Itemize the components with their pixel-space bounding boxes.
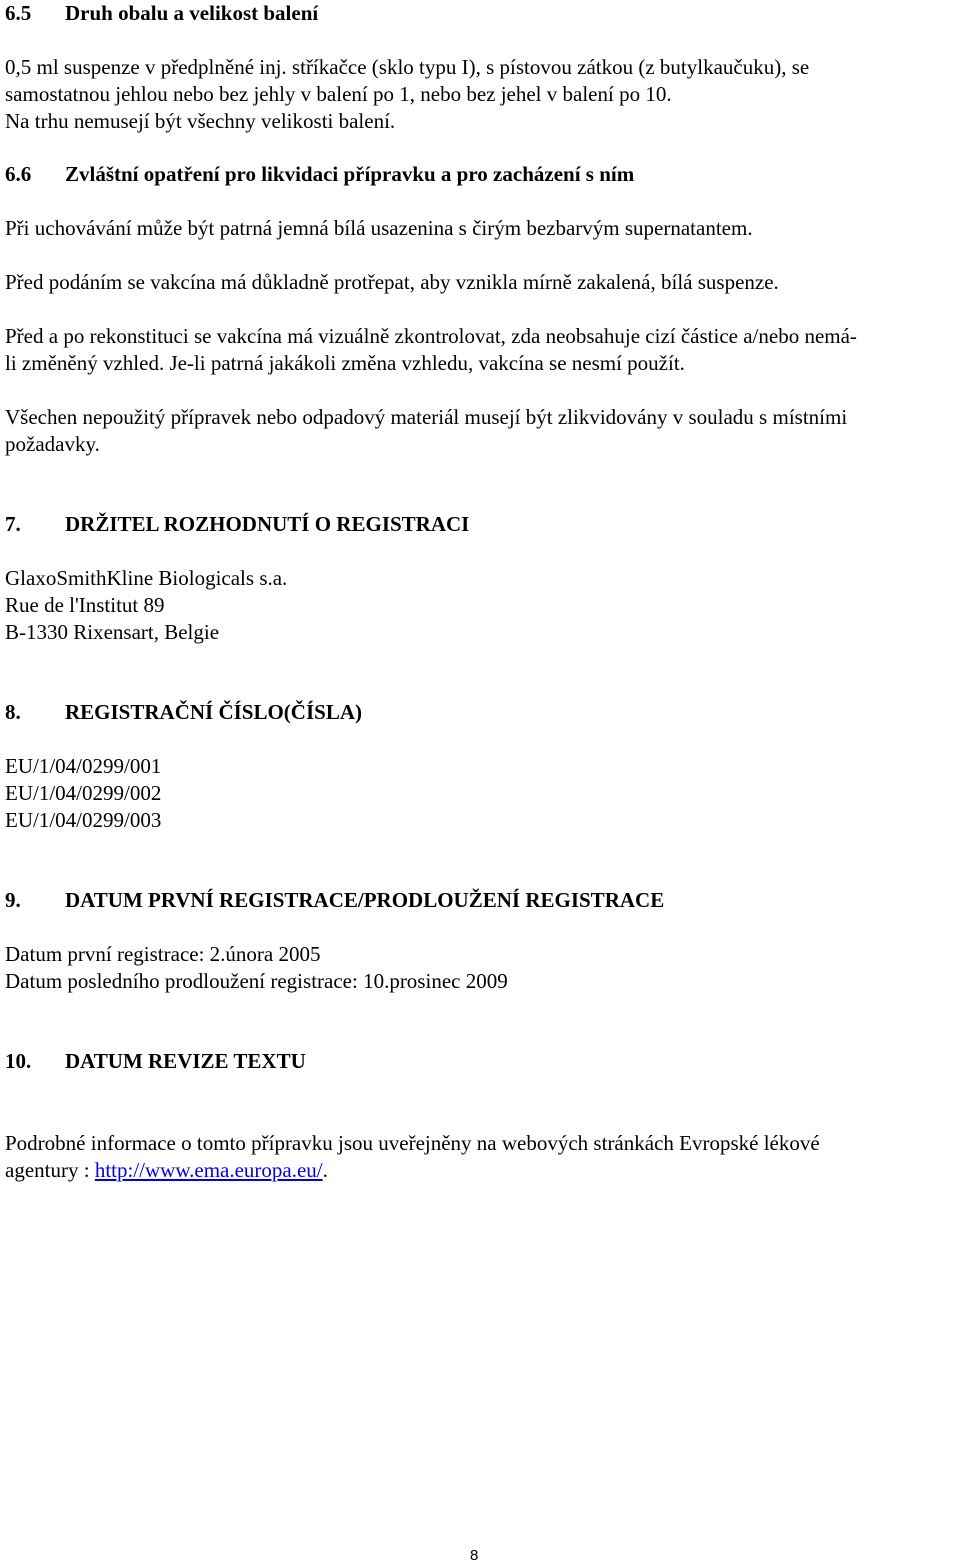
paragraph-line: Všechen nepoužitý přípravek nebo odpadový materiál musejí být zlikvidovány v souladu s místními: [5, 405, 848, 429]
paragraph-line: Podrobné informace o tomto přípravku jsou uveřejněny na webových stránkách Evropské lékové: [5, 1131, 820, 1155]
page-number: 8: [470, 1547, 479, 1564]
date-line: Datum posledního prodloužení registrace: 10.prosinec 2009: [5, 969, 508, 993]
section-10-heading: [5, 1048, 306, 1075]
paragraph-line: požadavky.: [5, 432, 100, 456]
paragraph: Při uchovávání může být patrná jemná bílá usazenina s čirým bezbarvým supernatantem.: [5, 216, 753, 240]
section-8-heading: [5, 699, 362, 726]
section-number: 6.5: [5, 1, 32, 25]
section-9-heading: [5, 887, 664, 914]
paragraph-line: samostatnou jehlou nebo bez jehly v balení po 1, nebo bez jehel v balení po 10.: [5, 82, 672, 106]
section-6-6-heading: [5, 161, 634, 188]
section-number: 8.: [5, 700, 21, 724]
paragraph-line: li změněný vzhled. Je-li patrná jakákoli změna vzhledu, vakcína se nesmí použít.: [5, 351, 685, 375]
registration-number: EU/1/04/0299/001: [5, 754, 162, 778]
ema-website-link[interactable]: http://www.ema.europa.eu/: [94, 1158, 323, 1182]
section-title: Druh obalu a velikost balení: [65, 1, 319, 25]
address-line: B-1330 Rixensart, Belgie: [5, 620, 220, 644]
section-number: 6.6: [5, 162, 32, 186]
line-prefix: agentury :: [5, 1158, 95, 1182]
date-line: Datum první registrace: 2.února 2005: [5, 942, 321, 966]
section-7-heading: [5, 511, 469, 538]
registration-number: EU/1/04/0299/003: [5, 808, 162, 832]
section-number: 10.: [5, 1049, 32, 1073]
section-title: DRŽITEL ROZHODNUTÍ O REGISTRACI: [65, 512, 470, 536]
paragraph-line: 0,5 ml suspenze v předplněné inj. stříkačce (sklo typu I), s pístovou zátkou (z butylkaučuku), se: [5, 55, 810, 79]
section-title: REGISTRAČNÍ ČÍSLO(ČÍSLA): [65, 700, 362, 724]
line-suffix: .: [322, 1158, 328, 1182]
address-line: GlaxoSmithKline Biologicals s.a.: [5, 566, 288, 590]
paragraph-line: [5, 1157, 328, 1184]
registration-number: EU/1/04/0299/002: [5, 781, 162, 805]
section-title: DATUM REVIZE TEXTU: [65, 1049, 306, 1073]
paragraph-line: Před a po rekonstituci se vakcína má vizuálně zkontrolovat, zda neobsahuje cizí částice a/nebo nemá-: [5, 324, 857, 348]
section-6-5-heading: [5, 0, 318, 27]
paragraph: Před podáním se vakcína má důkladně protřepat, aby vznikla mírně zakalená, bílá suspenze.: [5, 270, 779, 294]
section-title: DATUM PRVNÍ REGISTRACE/PRODLOUŽENÍ REGISTRACE: [65, 888, 665, 912]
address-line: Rue de l'Institut 89: [5, 593, 165, 617]
section-number: 7.: [5, 512, 21, 536]
section-title: Zvláštní opatření pro likvidaci přípravku a pro zacházení s ním: [65, 162, 635, 186]
paragraph-line: Na trhu nemusejí být všechny velikosti balení.: [5, 109, 396, 133]
section-number: 9.: [5, 888, 21, 912]
